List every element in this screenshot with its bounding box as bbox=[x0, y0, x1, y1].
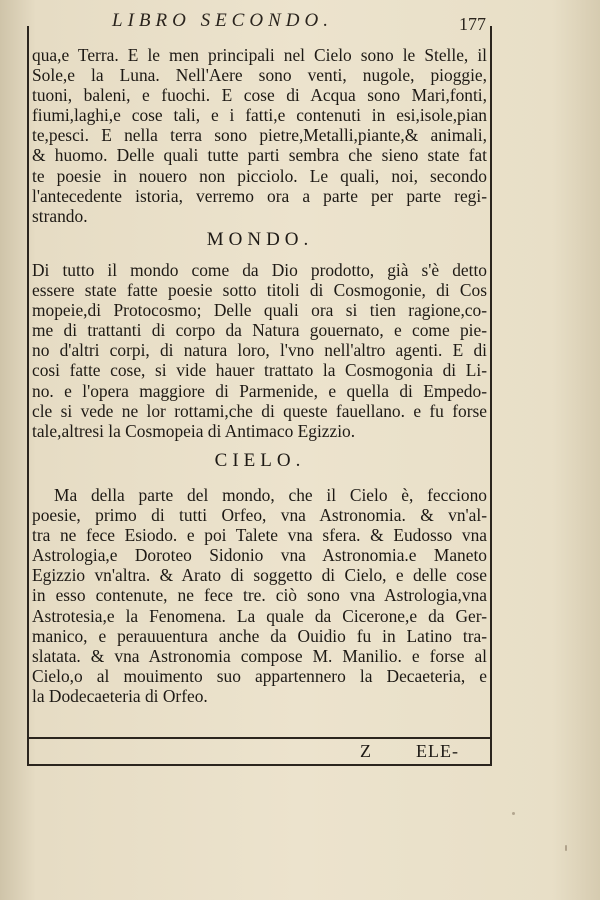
text-line: poesie, primo di tutti Orfeo, vna Astronomia. & vn'al- bbox=[32, 505, 487, 526]
text-line: Astrotesia,e la Fenomena. La quale da Cicerone,e da Ger- bbox=[32, 605, 487, 626]
page-number: 177 bbox=[459, 14, 486, 34]
text-line: cle si vede ne lor rottami,che di queste fauellano. e fu forse bbox=[32, 400, 487, 421]
text-line: Di tutto il mondo come da Dio prodotto, già s'è detto bbox=[32, 260, 487, 280]
text-line: qua,e Terra. E le men principali nel Cielo sono le Stelle, il bbox=[32, 45, 487, 65]
text-line: & huomo. Delle quali tutte parti sembra che sieno state fat bbox=[32, 145, 487, 166]
paragraph-elements bbox=[32, 45, 487, 226]
text-line: Egizzio vn'altra. & Arato di soggetto di Cielo, e delle cose bbox=[32, 565, 487, 586]
running-title: LIBRO SECONDO. bbox=[112, 10, 333, 31]
text-line: Sole,e la Luna. Nell'Aere sono venti, nugole, pioggie, bbox=[32, 65, 487, 86]
text-line: mopeie,di Protocosmo; Delle quali ora si tien ragione,co- bbox=[32, 300, 487, 321]
right-border-rule bbox=[490, 26, 492, 766]
text-line: me di trattanti di corpo da Natura gouernato, e come pie- bbox=[32, 320, 487, 341]
catchword: ELE- bbox=[416, 741, 459, 761]
bottom-border-rule bbox=[27, 737, 492, 739]
footer-border-rule bbox=[27, 764, 492, 766]
paper-speck bbox=[512, 812, 515, 815]
left-border-rule bbox=[27, 26, 29, 766]
text-line: no d'altri corpi, di natura loro, l'vno nell'altro agenti. E di bbox=[32, 340, 487, 361]
text-line: tale,altresi la Cosmopeia di Antimaco Egizzio. bbox=[32, 420, 356, 441]
text-line: tuoni, baleni, e fuochi. E cose di Acqua sono Mari,fonti, bbox=[32, 85, 487, 106]
signature-mark: Z bbox=[360, 741, 371, 761]
text-line: te,pesci. E nella terra sono pietre,Metalli,piante,& animali, bbox=[32, 125, 487, 146]
text-line: fiumi,laghi,e cose tali, e i fatti,e contenuti in esi,isole,pian bbox=[32, 105, 487, 126]
text-line: in esso contenute, ne fece tre. ciò sono vna Astrologia,vna bbox=[32, 585, 487, 606]
text-line: no. e l'opera maggiore di Parmenide, e quella di Empedo- bbox=[32, 380, 487, 401]
text-line: Ma della parte del mondo, che il Cielo è, fecciono bbox=[54, 485, 487, 505]
text-line: tra ne fece Esiodo. e poi Talete vna sfera. & Eudosso vna bbox=[32, 525, 487, 546]
heading-cielo: CIELO. bbox=[214, 450, 306, 471]
text-line: Cielo,o al mouimento suo appartennero la Decaeteria, e bbox=[32, 665, 487, 686]
text-line: manico, e perauuentura anche da Ouidio fu in Latino tra- bbox=[32, 625, 487, 646]
text-line: strando. bbox=[32, 205, 88, 226]
paragraph-mondo bbox=[32, 260, 487, 441]
paragraph-cielo bbox=[32, 485, 487, 706]
text-line: Astrologia,e Doroteo Sidonio vna Astronomia.e Maneto bbox=[32, 545, 487, 566]
paper-speck bbox=[565, 845, 567, 851]
text-line: slatata. & vna Astronomia compose M. Manilio. e forse al bbox=[32, 645, 487, 666]
page-header bbox=[30, 6, 492, 38]
text-line: te poesie in nouero non picciolo. Le quali, noi, secondo bbox=[32, 165, 487, 186]
text-line: la Dodecaeteria di Orfeo. bbox=[32, 685, 208, 706]
text-line: l'antecedente istoria, verremo ora a parte per parte regi- bbox=[32, 185, 487, 206]
page-footer bbox=[30, 740, 490, 764]
text-line: essere state fatte poesie sotto titoli di Cosmogonie, di Cos bbox=[32, 280, 487, 301]
heading-mondo: MONDO. bbox=[206, 229, 314, 250]
text-line: cosi fatte cose, si vide hauer trattato la Cosmogonia di Li- bbox=[32, 360, 487, 381]
